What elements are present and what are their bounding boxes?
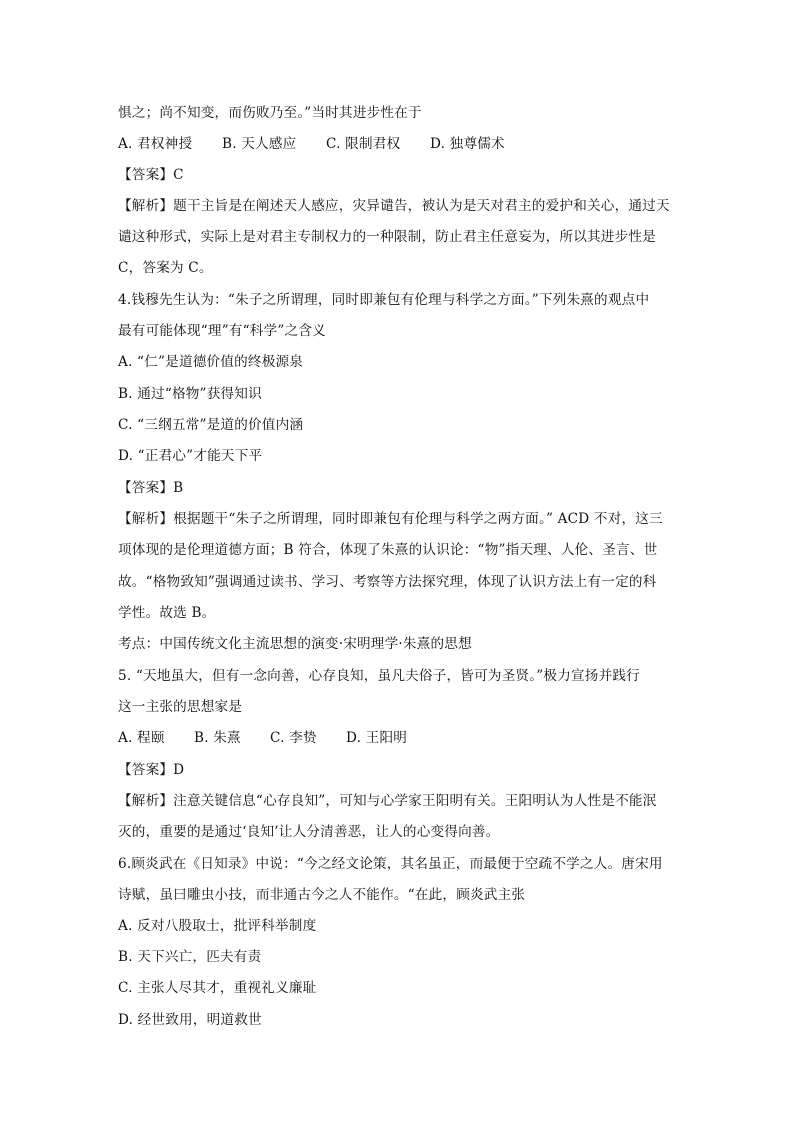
q3-analysis-2: 谴这种形式，实际上是对君主专制权力的一种限制，防止君主任意妄为，所以其进步性是 [118,229,656,245]
q4-option-d: D. “正君心”才能天下平 [118,448,263,464]
q5-answer: 【答案】D [118,762,185,778]
q5-option-b: B. 朱熹 [194,730,241,746]
q5-stem-2: 这一主张的思想家是 [118,699,243,715]
q3-options [118,134,688,154]
q6-option-b: B. 天下兴亡，匹夫有责 [118,949,262,965]
q5-analysis-2: 灭的，重要的是通过‘良知’让人分清善恶，让人的心变得向善。 [118,824,500,840]
q5-option-a: A. 程颐 [118,730,165,746]
q6-option-d: D. 经世致用，明道救世 [118,1012,262,1028]
q3-option-a: A. 君权神授 [118,136,193,152]
q6-stem-1: 6.顾炎武在《日知录》中说：“今之经文论策，其名虽正，而最便于空疏不学之人。唐宋用 [118,856,663,872]
q4-analysis-1: 【解析】根据题干“朱子之所谓理，同时即兼包有伦理与科学之两方面。” ACD 不对，这三 [118,511,663,527]
q4-option-a: A. “仁”是道德价值的终极源泉 [118,354,304,370]
q4-analysis-4: 学性。故选 B。 [118,605,216,621]
q4-answer: 【答案】B [118,480,184,496]
q4-option-c: C. “三纲五常”是道的价值内涵 [118,417,304,433]
q4-stem-1: 4.钱穆先生认为：“朱子之所谓理，同时即兼包有伦理与科学之方面。”下列朱熹的观点中 [118,292,650,308]
q6-option-a: A. 反对八股取士，批评科举制度 [118,918,317,934]
q3-answer: 【答案】C [118,167,184,183]
q4-option-b: B. 通过“格物”获得知识 [118,386,262,402]
q3-option-b: B. 天人感应 [222,136,297,152]
q5-options [118,728,688,748]
q4-kaodian: 考点：中国传统文化主流思想的演变·宋明理学·朱熹的思想 [118,636,472,652]
q4-stem-2: 最有可能体现“理”有“科学”之含义 [118,323,326,339]
q6-stem-2: 诗赋，虽曰雕虫小技，而非通古今之人不能作。“在此，顾炎武主张 [118,887,526,903]
q4-analysis-2: 项体现的是伦理道德方面；B 符合，体现了朱熹的认识论：“物”指天理、人伦、圣言、世 [118,542,658,558]
q6-option-c: C. 主张人尽其才，重视礼义廉耻 [118,980,317,996]
q3-analysis-3: C，答案为 C。 [118,260,213,276]
q5-option-c: C. 李贽 [270,730,317,746]
q5-option-d: D. 王阳明 [346,730,408,746]
q3-analysis-1: 【解析】题干主旨是在阐述天人感应，灾异谴告，被认为是天对君主的爱护和关心，通过天 [118,198,670,214]
q3-stem-tail: 惧之；尚不知变，而伤败乃至。”当时其进步性在于 [118,105,422,121]
q4-analysis-3: 故。“格物致知”强调通过读书、学习、考察等方法探究理，体现了认识方法上有一定的科 [118,574,657,590]
q3-option-c: C. 限制君权 [326,136,401,152]
q5-analysis-1: 【解析】注意关键信息“心存良知”，可知与心学家王阳明有关。王阳明认为人性是不能泯 [118,793,657,809]
q5-stem-1: 5. “天地虽大，但有一念向善，心存良知，虽凡夫俗子，皆可为圣贤。”极力宣扬并践行 [118,668,640,684]
q3-option-d: D. 独尊儒术 [430,136,505,152]
